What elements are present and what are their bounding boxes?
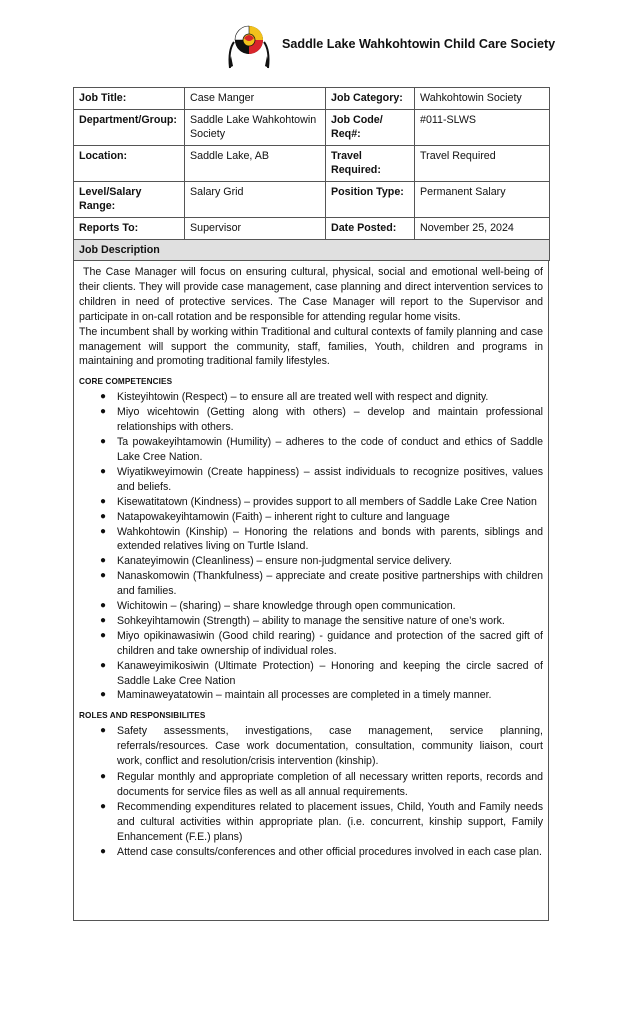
bullet-icon: ● (100, 510, 107, 522)
table-row (74, 182, 550, 218)
list-item-text: Recommending expenditures related to placement issues, Child, Youth and Family needs and cultural activities within appropriate plan. (i.e. concurrent, kinship support, Family Enhancement (F.E.) plans) (117, 800, 543, 843)
list-item (79, 390, 543, 405)
list-item (79, 800, 543, 845)
list-item-text: Kanaweyimikosiwin (Ultimate Protection) – Honoring and keeping the circle sacred of Saddle Lake Cree Nation (117, 659, 543, 687)
list-item-text: Natapowakeyihtamowin (Faith) – inherent right to culture and language (117, 510, 450, 523)
list-item (79, 724, 543, 769)
list-item-text: Nanaskomowin (Thankfulness) – appreciate and create positive partnerships with children and families. (117, 570, 543, 598)
list-item-text: Wahkohtowin (Kinship) – Honoring the relations and bonds with parents, siblings and extended relatives living on Turtle Island. (117, 525, 543, 553)
list-item-text: Wichitowin – (sharing) – share knowledge through open communication. (117, 600, 456, 613)
travel-label: Travel Required: (326, 146, 415, 182)
list-item-text: Miyo opikinawasiwin (Good child rearing) - guidance and protection of the sacred gift of children and take ownership of individual roles. (117, 629, 543, 657)
position-type-label: Position Type: (326, 182, 415, 218)
list-item (79, 510, 543, 525)
location-value: Saddle Lake, AB (185, 146, 326, 182)
salary-label: Level/Salary Range: (74, 182, 185, 218)
position-type-value: Permanent Salary (415, 182, 550, 218)
table-row (74, 88, 550, 110)
date-posted-label: Date Posted: (326, 218, 415, 240)
medicine-wheel-feather-logo-icon (224, 22, 274, 72)
reports-to-value: Supervisor (185, 218, 326, 240)
description-paragraph-2: The incumbent shall by working within Traditional and cultural contexts of family planning and case management will support the community, staff, families, Youth, children and programs in maintaining and promoting traditional family lifestyles. (79, 325, 543, 368)
job-description-heading-row (74, 240, 550, 261)
date-posted-value: November 25, 2024 (415, 218, 550, 240)
job-code-label: Job Code/ Req#: (326, 110, 415, 146)
list-item (79, 614, 543, 629)
list-item (79, 629, 543, 659)
salary-value: Salary Grid (185, 182, 326, 218)
core-competencies-list (79, 390, 543, 703)
list-item-text: Kisewatitatown (Kindness) – provides support to all members of Saddle Lake Cree Nation (117, 495, 537, 508)
list-item (79, 405, 543, 435)
bullet-icon: ● (100, 614, 107, 626)
list-item-text: Maminaweyatatowin – maintain all processes are completed in a timely manner. (117, 689, 492, 702)
bullet-icon: ● (100, 800, 107, 812)
job-description-heading: Job Description (74, 240, 550, 261)
table-row (74, 218, 550, 240)
bullet-icon: ● (100, 570, 107, 582)
bullet-icon: ● (100, 770, 107, 782)
bullet-icon: ● (100, 725, 107, 737)
description-paragraph-1: The Case Manager will focus on ensuring cultural, physical, social and emotional well-being of their clients. They will provide case management, case planning and direct intervention services to children in need of protective services. The Case Manager will report to the Supervisor and participate in on-call rotation and be responsible for attending regular home visits. (79, 266, 543, 323)
bullet-icon: ● (100, 555, 107, 567)
bullet-icon: ● (100, 629, 107, 641)
list-item (79, 554, 543, 569)
bullet-icon: ● (100, 525, 107, 537)
job-description-body (73, 261, 549, 921)
job-info-table (73, 87, 550, 261)
list-item (79, 569, 543, 599)
list-item-text: Kisteyihtowin (Respect) – to ensure all are treated well with respect and dignity. (117, 391, 489, 404)
location-label: Location: (74, 146, 185, 182)
list-item-text: Attend case consults/conferences and other official procedures involved in each case plan. (117, 846, 542, 859)
document-header (0, 18, 622, 74)
roles-heading: ROLES AND RESPONSIBILITES (79, 711, 206, 721)
job-title-value: Case Manger (185, 88, 326, 110)
table-row (74, 110, 550, 146)
department-label: Department/Group: (74, 110, 185, 146)
list-item-text: Sohkeyihtamowin (Strength) – ability to manage the sensitive nature of one’s work. (117, 614, 505, 627)
roles-list (79, 724, 543, 860)
bullet-icon: ● (100, 846, 107, 858)
list-item-text: Kanateyimowin (Cleanliness) – ensure non-judgmental service delivery. (117, 555, 452, 568)
list-item (79, 770, 543, 800)
list-item (79, 525, 543, 555)
job-category-label: Job Category: (326, 88, 415, 110)
bullet-icon: ● (100, 600, 107, 612)
list-item (79, 435, 543, 465)
list-item (79, 599, 543, 614)
table-row (74, 146, 550, 182)
core-competencies-heading: CORE COMPETENCIES (79, 377, 173, 387)
reports-to-label: Reports To: (74, 218, 185, 240)
bullet-icon: ● (100, 406, 107, 418)
bullet-icon: ● (100, 436, 107, 448)
list-item-text: Wiyatikweyimowin (Create happiness) – assist individuals to recognize positives, values and beliefs. (117, 465, 543, 493)
list-item-text: Miyo wicehtowin (Getting along with others) – develop and maintain professional relationships with others. (117, 406, 543, 434)
list-item (79, 659, 543, 689)
bullet-icon: ● (100, 495, 107, 507)
list-item-text: Safety assessments, investigations, case management, service planning, referrals/resources. Case work documentation, consultation, community liaison, court work, conflict and resolution/crisis intervention (kinship). (117, 725, 543, 768)
list-item (79, 465, 543, 495)
list-item (79, 495, 543, 510)
job-code-value: #011-SLWS (415, 110, 550, 146)
bullet-icon: ● (100, 465, 107, 477)
job-category-value: Wahkohtowin Society (415, 88, 550, 110)
travel-value: Travel Required (415, 146, 550, 182)
organization-name: Saddle Lake Wahkohtowin Child Care Society (282, 37, 556, 51)
department-value: Saddle Lake Wahkohtowin Society (185, 110, 326, 146)
list-item (79, 688, 543, 703)
list-item-text: Ta powakeyihtamowin (Humility) – adheres to the code of conduct and ethics of Saddle Lake Cree Nation. (117, 436, 543, 463)
bullet-icon: ● (100, 391, 107, 403)
job-title-label: Job Title: (74, 88, 185, 110)
list-item-text: Regular monthly and appropriate completion of all necessary written reports, records and documents for service files as well as all annual requirements. (117, 770, 543, 798)
bullet-icon: ● (100, 659, 107, 671)
bullet-icon: ● (100, 689, 107, 701)
list-item (79, 845, 543, 860)
